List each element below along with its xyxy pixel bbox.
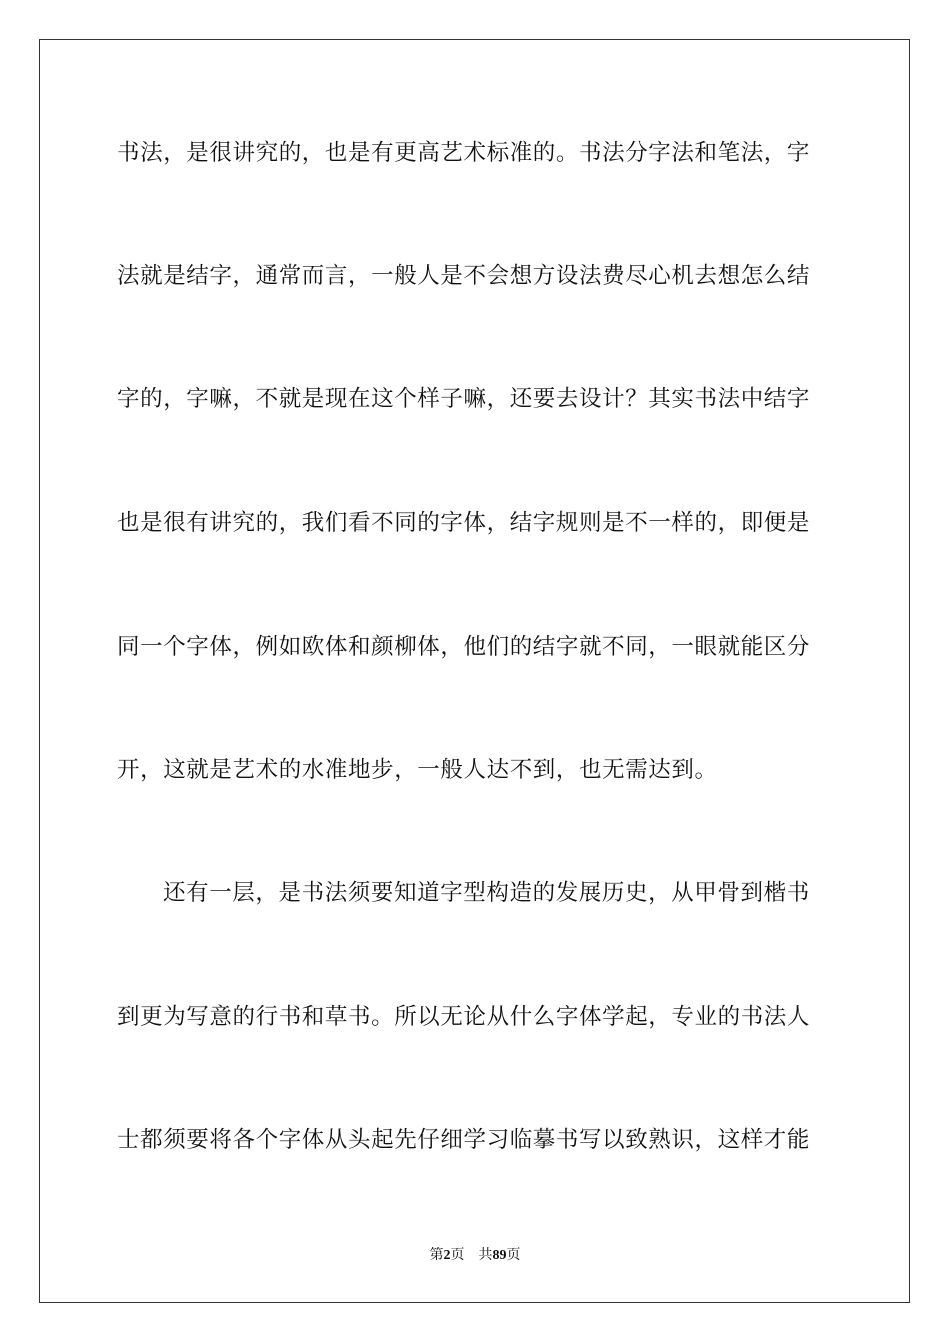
text-line-3: 字的，字嘛，不就是现在这个样子嘛，还要去设计？其实书法中结字 bbox=[117, 386, 811, 412]
text-line-1: 书法，是很讲究的，也是有更高艺术标准的。书法分字法和笔法，字 bbox=[117, 140, 811, 166]
page-border bbox=[39, 39, 910, 1303]
text-line-8: 到更为写意的行书和草书。所以无论从什么字体学起，专业的书法人 bbox=[117, 1004, 811, 1030]
page-footer bbox=[0, 1245, 950, 1266]
text-line-7-paragraph-start: 还有一层，是书法须要知道字型构造的发展历史，从甲骨到楷书 bbox=[163, 880, 810, 906]
text-line-9: 士都须要将各个字体从头起先仔细学习临摹书写以致熟识，这样才能 bbox=[117, 1127, 811, 1153]
text-line-6: 开，这就是艺术的水准地步，一般人达不到，也无需达到。 bbox=[117, 757, 718, 783]
text-line-4: 也是很有讲究的，我们看不同的字体，结字规则是不一样的，即便是 bbox=[117, 510, 811, 536]
total-prefix: 共 bbox=[478, 1247, 493, 1263]
text-line-5: 同一个字体，例如欧体和颜柳体，他们的结字就不同，一眼就能区分 bbox=[117, 634, 811, 660]
total-suffix: 页 bbox=[506, 1247, 521, 1263]
page-number: 2 bbox=[443, 1248, 451, 1263]
text-line-2: 法就是结字，通常而言，一般人是不会想方设法费尽心机去想怎么结 bbox=[117, 263, 811, 289]
total-pages: 89 bbox=[492, 1248, 507, 1263]
page-prefix: 第 bbox=[429, 1247, 444, 1263]
page-suffix: 页 bbox=[450, 1247, 465, 1263]
